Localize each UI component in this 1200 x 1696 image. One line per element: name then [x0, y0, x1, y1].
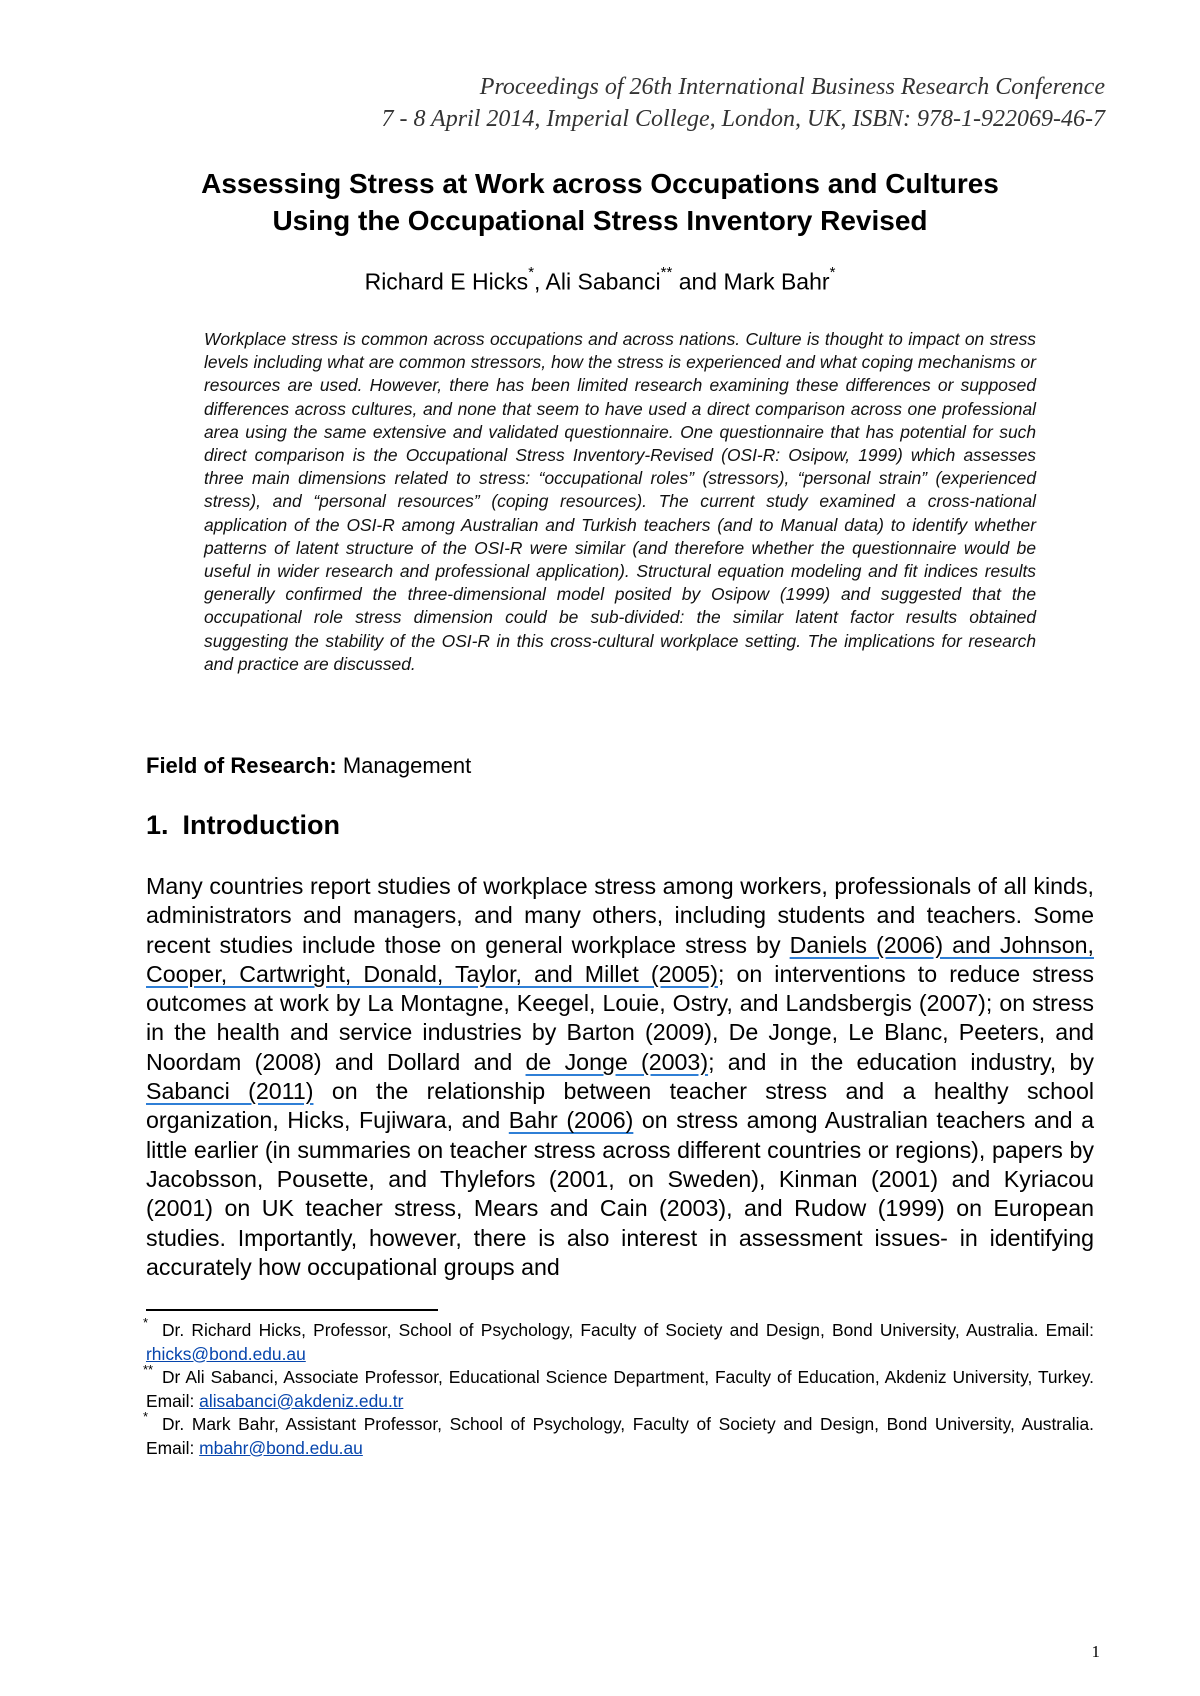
- author-list: [100, 264, 1100, 296]
- section-number: 1.: [146, 810, 169, 840]
- citation-link[interactable]: Daniels (2006) and Johnson, Cooper, Cartwright, Donald, Taylor, and Millet (2005): [146, 931, 1094, 987]
- paper-title-line-2: Using the Occupational Stress Inventory Revised: [272, 205, 928, 236]
- body-text-run: ; on interventions to reduce stress outcomes at work by La Montagne, Keegel, Louie, Ostry, and Landsbergis (2007); on stress in the health and service industries by Barton (2009), De Jonge, Le Blanc, Peeters, and Noordam (2008) and Dollard and: [146, 960, 1094, 1075]
- body-text-run: on the relationship between teacher stress and a healthy school organization, Hicks, Fujiwara, and: [146, 1078, 1094, 1134]
- field-of-research-value: Management: [336, 753, 472, 778]
- footnote-body: Dr Ali Sabanci, Associate Professor, Educational Science Department, Faculty of Education, Akdeniz University, Turkey. Email:: [146, 1367, 1094, 1411]
- body-text-run: on stress among Australian teachers and a little earlier (in summaries on teacher stress across different countries or regions), papers by Jacobsson, Pousette, and Thylefors (2001, on Sweden), Kinman (2001) and Kyriacou (2001) on UK teacher stress, Mears and Cain (2003), and Rudow (1999) on European studies. Importantly, however, there is also interest in assessment issues- in identifying accurately how occupational groups and: [146, 1107, 1094, 1280]
- author-footnote-mark[interactable]: *: [829, 264, 836, 281]
- page-number: 1: [1091, 1642, 1100, 1661]
- author-name: Mark Bahr: [723, 268, 830, 295]
- footnote-divider: [146, 1309, 438, 1311]
- citation-link[interactable]: de Jonge (2003): [525, 1048, 709, 1075]
- author-name: Richard E Hicks: [364, 268, 529, 295]
- body-text-run: ; and in the education industry, by: [708, 1048, 1094, 1075]
- field-of-research: [146, 753, 471, 779]
- footnote-body: Dr. Mark Bahr, Assistant Professor, School of Psychology, Faculty of Society and Design, Bond University, Australia. Email:: [146, 1414, 1094, 1458]
- footnote-mark: *: [143, 1315, 149, 1330]
- section-heading: [146, 810, 340, 841]
- body-text-run: Many countries report studies of workplace stress among workers, professionals of all kinds, administrators and managers, and many others, including students and teachers. Some recent studies include those on general workplace stress by: [146, 873, 1094, 958]
- email-link[interactable]: alisabanci@akdeniz.edu.tr: [199, 1390, 404, 1411]
- footnote-text: [146, 1319, 1094, 1366]
- author-name: Ali Sabanci: [545, 268, 661, 295]
- footnote-text: [146, 1413, 1094, 1460]
- citation-link[interactable]: Bahr (2006): [508, 1107, 634, 1134]
- conference-header-line-1: Proceedings of 26th International Business Research Conference: [479, 74, 1105, 100]
- email-link[interactable]: mbahr@bond.edu.au: [199, 1437, 363, 1458]
- footnote: [143, 1362, 1094, 1413]
- footnote-mark: **: [143, 1362, 154, 1377]
- author-separator: ,: [534, 268, 546, 295]
- abstract: Workplace stress is common across occupations and across nations. Culture is thought to impact on stress levels including what are common stressors, how the stress is experienced and what coping mechanisms or resources are used. However, there has been limited research examining these differences or supposed differences across cultures, and none that seem to have used a direct comparison across one professional area using the same extensive and validated questionnaire. One questionnaire that has potential for such direct comparison is the Occupational Stress Inventory-Revised (OSI-R: Osipow, 1999) which assesses three main dimensions related to stress: “occupational roles” (stressors), “personal strain” (experienced stress), and “personal resources” (coping resources). The current study examined a cross-national application of the OSI-R among Australian and Turkish teachers (and to Manual data) to identify whether patterns of latent structure of the OSI-R were similar (and therefore whether the questionnaire would be useful in wider research and professional application). Structural equation modeling and fit indices results generally confirmed the three-dimensional model posited by Osipow (1999) and suggested that the occupational role stress dimension could be sub-divided: the similar latent factor results obtained suggesting the stability of the OSI-R in this cross-cultural workplace setting. The implications for research and practice are discussed.: [204, 329, 1036, 674]
- author-footnote-mark[interactable]: *: [528, 264, 535, 281]
- introduction-paragraph: [146, 872, 1094, 1282]
- footnote-text: [146, 1366, 1094, 1413]
- field-of-research-label: Field of Research:: [146, 753, 337, 778]
- author-separator: and: [672, 268, 724, 295]
- paper-title: [100, 165, 1100, 239]
- paper-title-line-1: Assessing Stress at Work across Occupations and Cultures: [201, 168, 999, 199]
- citation-link[interactable]: Sabanci (2011): [146, 1078, 314, 1105]
- footnotes: [143, 1315, 1094, 1460]
- footnote-body: Dr. Richard Hicks, Professor, School of Psychology, Faculty of Society and Design, Bond University, Australia. Email:: [162, 1320, 1094, 1340]
- conference-header-line-2: 7 - 8 April 2014, Imperial College, London, UK, ISBN: 978-1-922069-46-7: [381, 106, 1105, 132]
- email-link[interactable]: rhicks@bond.edu.au: [146, 1343, 306, 1364]
- footnote: [143, 1315, 1094, 1366]
- section-title: Introduction: [182, 810, 340, 840]
- author-footnote-mark[interactable]: **: [660, 264, 673, 281]
- footnote-mark: *: [143, 1409, 149, 1424]
- footnote: [143, 1409, 1094, 1460]
